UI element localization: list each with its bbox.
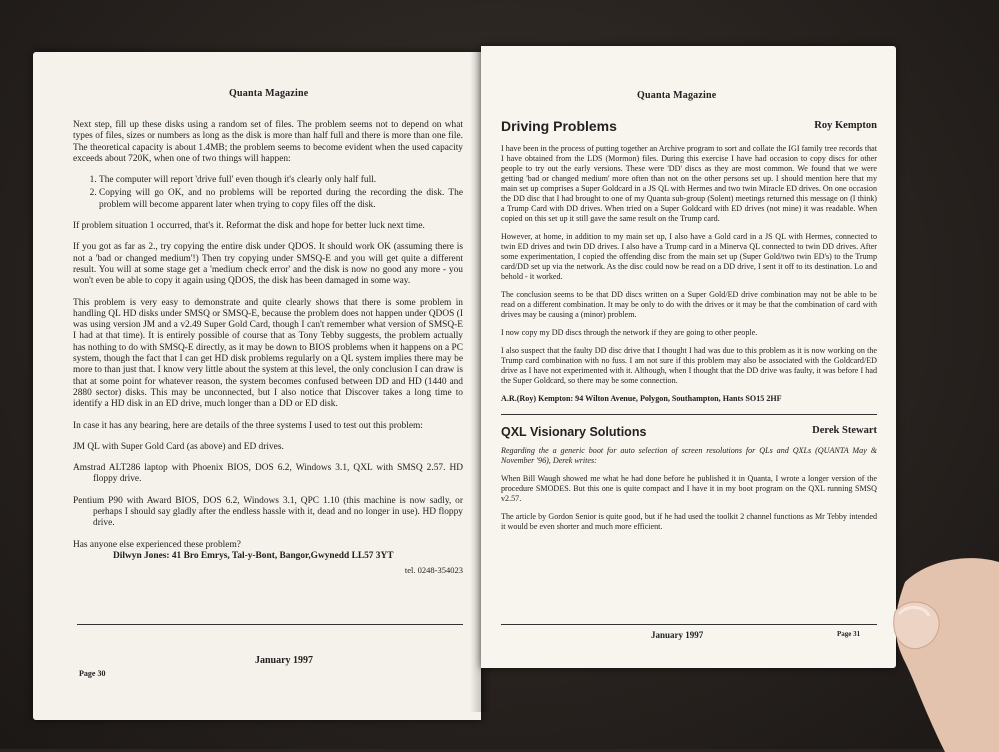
left-page-body xyxy=(73,120,463,576)
article-body xyxy=(501,144,877,404)
paragraph: The conclusion seems to be that DD discs written on a Super Gold/ED drive combination may not be able to be read on a different combination. It may be only to do with the drives or it may be that the combination of card with drives may be causing a (minor) problem. xyxy=(501,290,877,319)
article-header xyxy=(501,423,877,441)
paragraph: I have been in the process of putting together an Archive program to sort and collate the IGI family tree records that I have obtained from the LDS (Mormon) files. During this exercise I have had occasion to copy discs for other people to try out the early versions. These were 'DD' discs as they are most common. We found that we were getting 'bad or changed medium' more often than not on the other persons set up. I should mention here that my main set up comprises a Super Goldcard in a JS QL with Hermes and two twin Miracle ED drives. On one occasion the DD disc that I had brought to one of my Quanta sub-group (Solent) meetings returned this message on (I think) a Trump Card with DD drives. When tried on a Super Goldcard with ED drives (not mine) it was readable. When copied on this set up it still gave the same result on the Trump card. xyxy=(501,144,877,223)
paragraph: I now copy my DD discs through the network if they are going to other people. xyxy=(501,328,758,337)
paragraph: The article by Gordon Senior is quite good, but if he had used the toolkit 2 channel functions as Mr Tebby intended it would be even shorter and much more efficient. xyxy=(501,512,877,531)
page-number: Page 30 xyxy=(79,669,106,678)
page-number: Page 31 xyxy=(837,630,861,638)
paragraph: Next step, fill up these disks using a random set of files. The problem seems not to depend on what types of files, sizes or numbers as long as the disk is more than half full and there is more than one file. The theoretical capacity is about 1.4MB; the problem seems to become evident when the used capacity exceeds about 720K, when one of two things will happen: xyxy=(73,120,463,164)
footer-rule xyxy=(501,624,877,625)
right-page xyxy=(481,46,896,668)
footer-date: January 1997 xyxy=(255,655,314,666)
article-author: Roy Kempton xyxy=(814,120,877,131)
hand-image xyxy=(885,552,999,752)
system-item: Pentium P90 with Award BIOS, DOS 6.2, Windows 3.1, QPC 1.10 (this machine is now sadly, or perhaps I should say gladly after the endless hassle with it, dead and no longer in use). HD floppy drive. xyxy=(73,495,463,529)
paragraph: This problem is very easy to demonstrate and quite clearly shows that there is some problem in handling QL HD disks under SMSQ or SMSQ-E, because the problem does not happen under QDOS (I was using version JM and a v2.49 Super Gold Card, though I can't remember what version of SMSQ-E I had at that time). It is entirely possible of course that as Tony Tebby suggests, the problem actually has nothing to do with SMSQ-E directly, as it may be down to BIOS problems when it happens on a PC system, though the fact that I can get HD disk problems regularly on a QL system implies there may be more to than just that. I know very little about the system at this level, the only conclusion I can draw is that at some point for whatever reason, the system becomes confused between DD and HD (1440 and 2880 sector) disks. This may be unconnected, but I also notice that Discover takes a long time to identify a HD disk in an ED drive, much longer than a DD or ED disk. xyxy=(73,297,463,410)
article-title: Driving Problems xyxy=(501,118,617,134)
right-page-body xyxy=(501,118,877,540)
article-header xyxy=(501,118,877,136)
article-body xyxy=(501,446,877,532)
paragraph: However, at home, in addition to my main set up, I also have a Gold card in a JS QL with Hermes, connected to twin ED drives and twin DD drives. I also have a Trump card in a Minerva QL connected to twin DD drives. After some experimentation, I copied the offending disc from the main set up (Super Gold/two twin ED's) to the Trump card/DD set up via the network. As the disc could now be read on a DD drive, I sent it off to its destination. Lo and behold - it worked. xyxy=(501,232,877,281)
list-item: 2. Copying will go OK, and no problems will be reported during the recording the disk. The problem will become apparent later when trying to copy files off the disk. xyxy=(99,188,463,211)
numbered-list xyxy=(73,175,463,211)
paragraph: If problem situation 1 occurred, that's it. Reformat the disk and hope for better luck next time. xyxy=(73,221,425,232)
list-item: 1. The computer will report 'drive full' even though it's clearly only half full. xyxy=(99,175,463,186)
paragraph: If you got as far as 2., try copying the entire disk under QDOS. It should work OK (assuming there is not a 'bad or changed medium'!) Then try copying under SMSQ-E and you will get quite a different result. You will at some stage get a 'medium check error' and the disk is now no good any more - you won't even be able to copy it again using QDOS, the disk has been damaged in some way. xyxy=(73,242,463,287)
system-item: Amstrad ALT286 laptop with Phoenix BIOS, DOS 6.2, Windows 3.1, QXL with SMSQ 2.57. HD floppy drive. xyxy=(73,463,463,485)
system-item: JM QL with Super Gold Card (as above) and ED drives. xyxy=(73,441,284,452)
left-page-header: Quanta Magazine xyxy=(229,88,309,99)
author-signature: Dilwyn Jones: 41 Bro Emrys, Tal-y-Bont, Bangor,Gwynedd LL57 3YT xyxy=(113,550,394,561)
article-intro: Regarding the a generic boot for auto selection of screen resolutions for QLs and QXLs (QUANTA May & November '96), Derek writes: xyxy=(501,446,877,465)
article-title: QXL Visionary Solutions xyxy=(501,425,647,439)
left-page xyxy=(33,52,481,720)
paragraph: I also suspect that the faulty DD disc drive that I thought I had was due to this problem as it is now working on the Trump card combination with no fuss. I am not sure if this problem may also be associated with the Goldcard/ED drive as I have not experimented with it. Although, when I thought that the DD drive was faulty, it was before I had the Super Goldcard, so there may be some connection. xyxy=(501,346,877,385)
footer-rule xyxy=(77,624,463,625)
closing-question: Has anyone else experienced these problem? xyxy=(73,539,241,550)
paragraph: In case it has any bearing, here are details of the three systems I used to test out this problem: xyxy=(73,420,423,431)
paragraph: When Bill Waugh showed me what he had done before he published it in Quanta, I wrote a longer version of the procedure SMODES. But this one is quite compact and I have it in my boot program on the QXL running SMSQ v2.57. xyxy=(501,474,877,503)
author-telephone: tel. 0248-354023 xyxy=(404,564,463,575)
article-divider xyxy=(501,414,877,415)
author-signature: A.R.(Roy) Kempton: 94 Wilton Avenue, Polygon, Southampton, Hants SO15 2HF xyxy=(501,394,782,403)
right-page-header: Quanta Magazine xyxy=(637,90,717,101)
article-author: Derek Stewart xyxy=(812,425,877,436)
footer-date: January 1997 xyxy=(651,630,704,640)
